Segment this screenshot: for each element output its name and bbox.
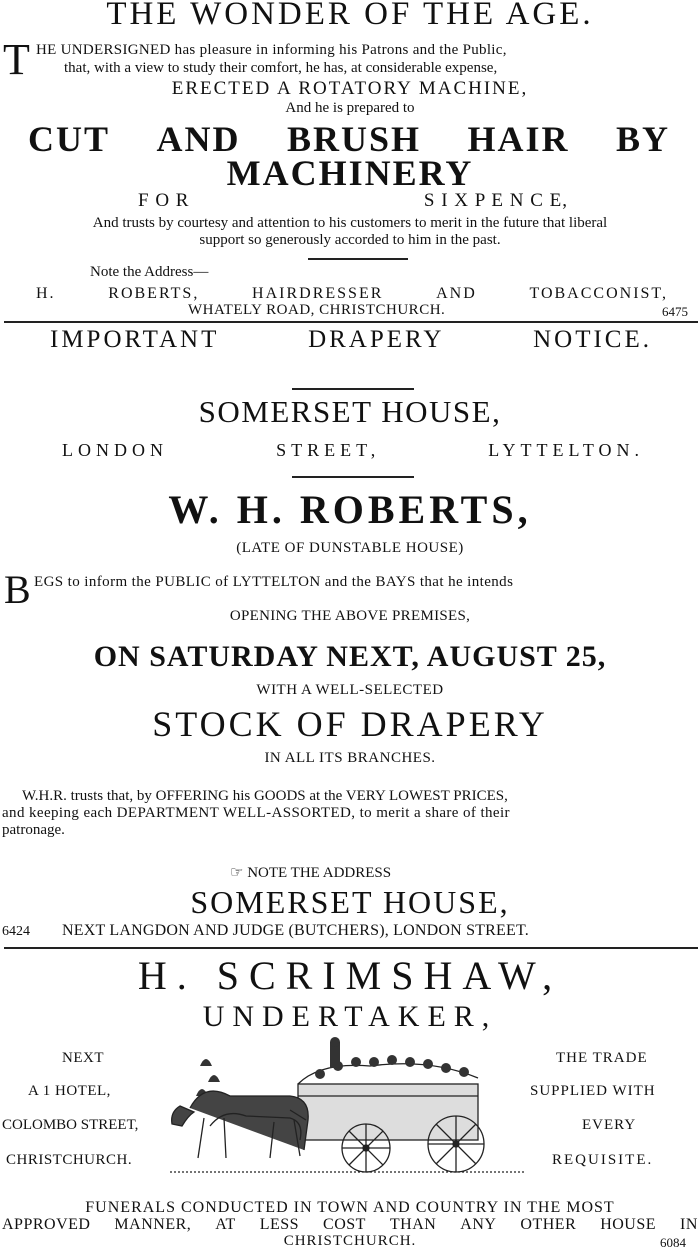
ad2-trusts-line3: patronage. — [2, 822, 65, 838]
ad3-left-line: CHRISTCHURCH. — [6, 1152, 133, 1168]
ad3-right-line: THE TRADE — [556, 1050, 648, 1066]
ad3-foot-word: HOUSE — [600, 1216, 657, 1233]
ad1-address-word: ROBERTS, — [108, 285, 200, 302]
ad1-address-line1 — [36, 285, 668, 303]
ad2-house: SOMERSET HOUSE, — [198, 394, 502, 429]
ad3-foot-word: ANY — [460, 1216, 497, 1233]
ad3-foot-word: LESS — [259, 1216, 300, 1233]
ad1-big-word: BY — [615, 119, 670, 159]
hearse-illustration — [170, 1036, 526, 1182]
ad1-address-word: HAIRDRESSER — [252, 285, 384, 302]
ad2-street-word: LYTTELTON. — [488, 440, 644, 460]
ad2-headline-word: IMPORTANT — [50, 326, 220, 353]
ad2-street-word: STREET, — [276, 440, 381, 460]
ad2-headline-word: DRAPERY — [308, 326, 445, 353]
ad1-short-rule — [308, 258, 408, 260]
ad2-short-rule — [292, 388, 414, 390]
ad2-short-rule-2 — [292, 476, 414, 478]
ad3-foot-line1: FUNERALS CONDUCTED IN TOWN AND COUNTRY IN THE MOST — [85, 1199, 615, 1216]
ad2-note-line — [230, 863, 391, 882]
ad3-trade: UNDERTAKER, — [202, 1000, 498, 1033]
ad3-foot-word: APPROVED — [2, 1216, 91, 1233]
ad2-with-line: WITH A WELL-SELECTED — [256, 682, 444, 698]
ad1-note: Note the Address— — [90, 264, 209, 280]
ad2-late-line: (LATE OF DUNSTABLE HOUSE) — [236, 540, 464, 556]
ad1-address-line2: WHATELY ROAD, CHRISTCHURCH. — [188, 302, 446, 318]
ad2-branches-line: IN ALL ITS BRANCHES. — [264, 750, 436, 766]
ad3-left-line: A 1 HOTEL, — [28, 1083, 111, 1099]
ad3-foot-word: AT — [215, 1216, 236, 1233]
ad2-trusts-line1: W.H.R. trusts that, by OFFERING his GOODS at the VERY LOWEST PRICES, — [22, 788, 508, 804]
ad3-right-line: EVERY — [582, 1117, 637, 1133]
ad3-foot-line2 — [2, 1216, 698, 1234]
ad2-begs-line: EGS to inform the PUBLIC of LYTTELTON and the BAYS that he intends — [34, 574, 514, 590]
ad3-foot-word: MANNER, — [114, 1216, 192, 1233]
ad1-intro-line2: that, with a view to study their comfort, he has, at considerable expense, — [64, 60, 498, 76]
ad2-street — [62, 440, 644, 461]
ad2-headline — [50, 326, 652, 354]
ad2-trusts-line2: and keeping each DEPARTMENT WELL-ASSORTED, to merit a share of their — [2, 805, 510, 821]
ad2-headline-word: NOTICE. — [533, 326, 652, 353]
ad1-intro-line1: HE UNDERSIGNED has pleasure in informing his Patrons and the Public, — [36, 42, 507, 58]
ad1-for-word: F O R — [138, 190, 190, 211]
ad2-next-line: NEXT LANGDON AND JUDGE (BUTCHERS), LONDON STREET. — [62, 922, 529, 939]
ad2-note-text: NOTE THE ADDRESS — [247, 865, 392, 881]
ad1-for-line — [138, 190, 568, 212]
ad1-big-line2: MACHINERY — [226, 153, 474, 193]
ad3-right-line: SUPPLIED WITH — [530, 1083, 656, 1099]
ad2-ref-number: 6424 — [2, 924, 30, 939]
ad1-drop-cap: T — [3, 35, 30, 84]
ad1-bottom-rule — [4, 321, 698, 323]
ad2-street-word: LONDON — [62, 440, 168, 460]
ad2-house-2: SOMERSET HOUSE, — [190, 884, 510, 920]
ad1-address-word: TOBACCONIST, — [529, 285, 668, 302]
ad3-right-line: REQUISITE. — [552, 1152, 654, 1168]
ad1-address-word: AND — [436, 285, 477, 302]
ad2-drop-cap: B — [4, 567, 31, 612]
ad2-date-line: ON SATURDAY NEXT, AUGUST 25, — [93, 640, 607, 673]
ad1-big-word: CUT — [28, 119, 111, 159]
ad1-body-line1: And trusts by courtesy and attention to his customers to merit in the future that liberal — [92, 215, 608, 231]
ad1-headline: THE WONDER OF THE AGE. — [106, 0, 594, 32]
ad3-name: H. SCRIMSHAW, — [137, 953, 563, 998]
ad3-left-line: COLOMBO STREET, — [2, 1117, 139, 1133]
ad1-sixpence-word: S I X P E N C E, — [423, 190, 568, 211]
ad2-opening-line: OPENING THE ABOVE PREMISES, — [229, 608, 471, 624]
ad1-intro-line4: And he is prepared to — [285, 100, 415, 116]
ad1-big-word: HAIR — [467, 119, 570, 159]
ad1-address-word: H. — [36, 285, 56, 302]
ad1-big-word: AND — [156, 119, 241, 159]
ad3-foot-word: COST — [323, 1216, 366, 1233]
pointing-hand-icon: ☞ — [230, 865, 244, 881]
ad3-left-line: NEXT — [62, 1050, 104, 1066]
ad3-foot-word: OTHER — [520, 1216, 577, 1233]
ad2-stock-line: STOCK OF DRAPERY — [152, 704, 548, 744]
ad1-body-line2: support so generously accorded to him in the past. — [199, 232, 501, 248]
ad3-foot-word: IN — [679, 1216, 698, 1233]
ad3-ref-number: 6084 — [660, 1235, 686, 1250]
ad1-big-word: BRUSH — [286, 119, 421, 159]
ad2-bottom-rule — [4, 947, 698, 949]
ad3-foot-word: THAN — [389, 1216, 437, 1233]
ad1-ref-number: 6475 — [662, 304, 688, 319]
ad3-foot-line3: CHRISTCHURCH. — [283, 1233, 417, 1249]
ad2-name: W. H. ROBERTS, — [168, 487, 532, 532]
ad1-intro-line3: ERECTED A ROTATORY MACHINE, — [171, 78, 529, 99]
